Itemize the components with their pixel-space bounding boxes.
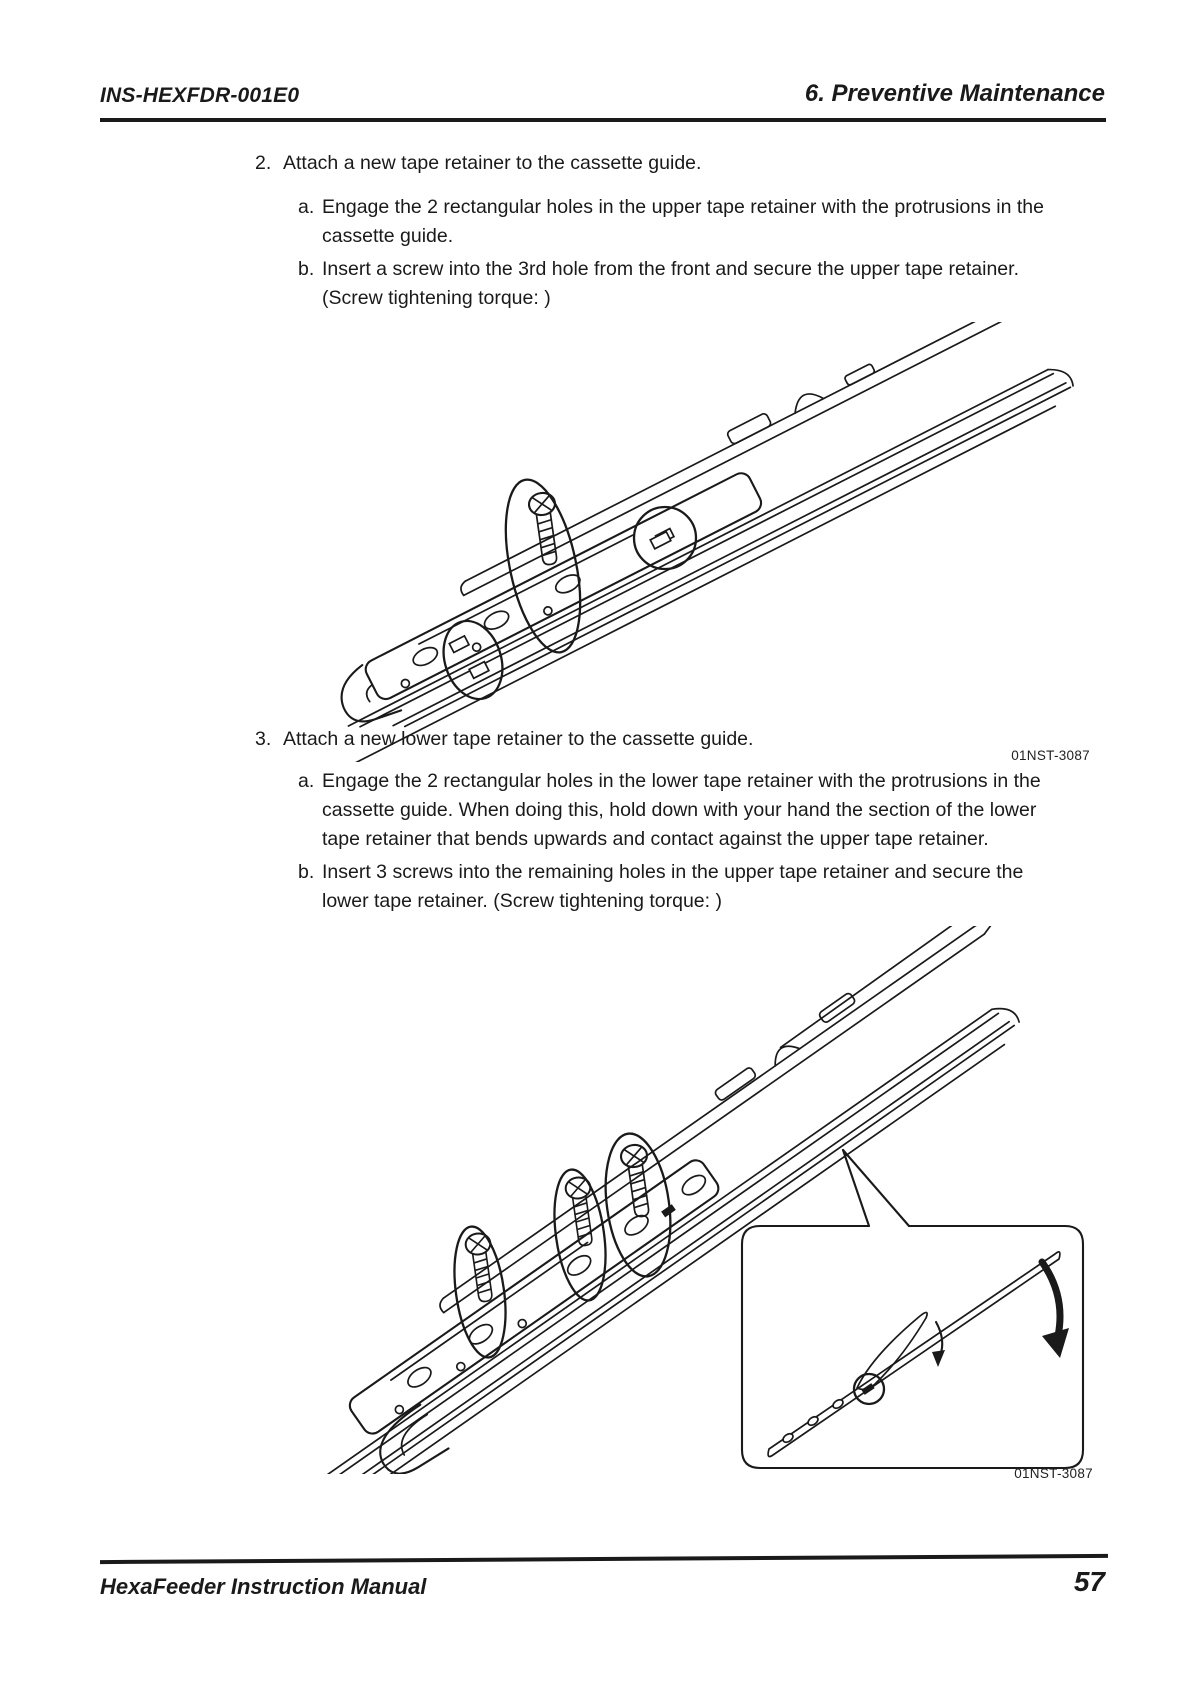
text-line: lower tape retainer. (Screw tightening torque: ) (322, 890, 722, 912)
figure-caption: 01NST-3087 (1014, 1466, 1093, 1481)
step-2b (298, 255, 1058, 313)
cassette-guide-assembly (290, 322, 1079, 762)
chapter-title: 6. Preventive Maintenance (804, 80, 1105, 107)
screw-hole (679, 1171, 709, 1198)
rectangular-hole (650, 532, 671, 549)
bent-up-section (857, 1312, 927, 1389)
screw-icon (528, 491, 564, 566)
step-title: Attach a new lower tape retainer to the cassette guide. (283, 728, 754, 750)
step-2a (298, 193, 1058, 251)
figure-caption: 01NST-3087 (1011, 748, 1090, 763)
retainer-clip-end (368, 1405, 450, 1474)
text-line: tape retainer that bends upwards and contact against the upper tape retainer. (322, 828, 989, 850)
upper-tape-retainer-plate (346, 1156, 722, 1437)
text-line: cassette guide. When doing this, hold down with your hand the section of the lower (322, 799, 1037, 821)
step-3 (255, 725, 1055, 754)
inset-detail-drawing (768, 1252, 1069, 1457)
doc-code: INS-HEXFDR-001E0 (100, 84, 300, 107)
substep-text (322, 858, 1023, 916)
rectangular-hole (449, 636, 469, 653)
substep-letter: b. (298, 258, 315, 280)
substep-letter: b. (298, 861, 315, 883)
substep-letter: a. (298, 196, 315, 218)
lower-tape-retainer-figure (272, 926, 1102, 1474)
text-line: cassette guide. (322, 225, 454, 247)
step-3b (298, 858, 1068, 916)
substep-text (322, 193, 1044, 251)
step-title: Attach a new tape retainer to the cassette guide. (283, 152, 702, 174)
substep-letter: a. (298, 770, 315, 792)
text-line: (Screw tightening torque: ) (322, 287, 551, 309)
step-2 (255, 149, 1055, 178)
upper-tape-retainer-figure (275, 322, 1095, 762)
screw-icon (464, 1232, 498, 1303)
text-line: Engage the 2 rectangular holes in the upper tape retainer with the protrusions in the (322, 196, 1044, 218)
text-line: Insert a screw into the 3rd hole from the front and secure the upper tape retainer. (322, 258, 1019, 280)
text-line: Insert 3 screws into the remaining holes in the upper tape retainer and secure the (322, 861, 1024, 883)
page-number: 57 (1073, 1566, 1105, 1597)
rectangular-hole (469, 662, 489, 679)
text-line: Engage the 2 rectangular holes in the lower tape retainer with the protrusions in the (322, 770, 1041, 792)
inset-pointer-line (843, 1150, 869, 1226)
header-rule (100, 118, 1106, 122)
substep-text (322, 767, 1041, 854)
small-down-arrowhead (932, 1350, 945, 1367)
manual-name: HexaFeeder Instruction Manual (100, 1574, 427, 1599)
footer-rule (100, 1554, 1108, 1564)
screw-hole (410, 644, 440, 669)
substep-text (322, 255, 1019, 313)
step-number: 3. (255, 728, 272, 750)
step-3a (298, 767, 1068, 854)
fold-down-arrow (1042, 1262, 1060, 1336)
cassette-guide-assembly (272, 926, 1060, 1474)
fold-down-arrowhead (1042, 1328, 1069, 1358)
screw-icon (564, 1176, 598, 1247)
inset-pointer-line (843, 1150, 909, 1226)
step-number: 2. (255, 152, 272, 174)
